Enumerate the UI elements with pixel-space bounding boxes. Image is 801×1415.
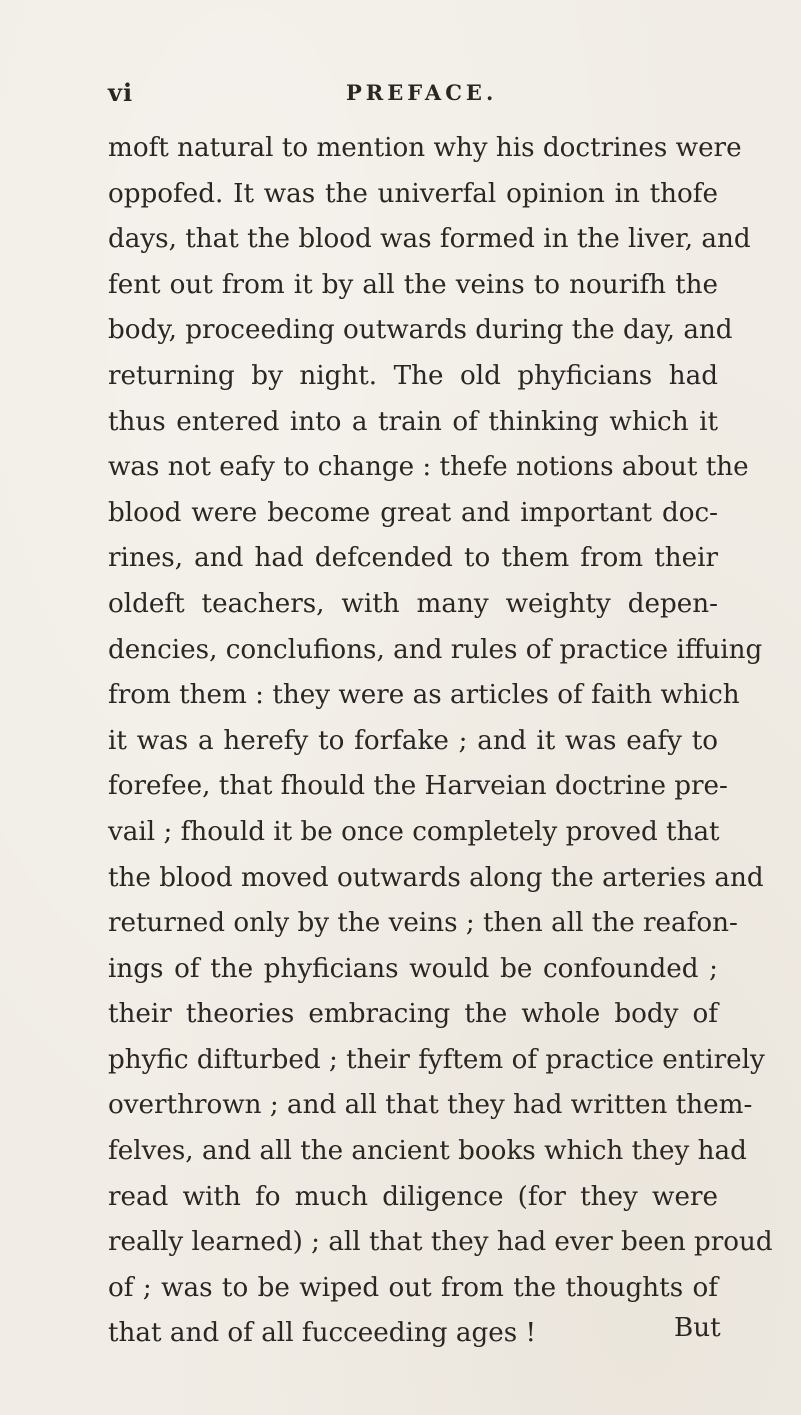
catchword: But: [674, 1313, 721, 1343]
text-line: phyfic difturbed ; their fyftem of practice entirely: [108, 1044, 765, 1075]
text-line: overthrown ; and all that they had written them-: [108, 1090, 753, 1121]
text-line: thus entered into a train of thinking which it: [108, 406, 718, 437]
text-line: vail ; fhould it be once completely proved that: [108, 816, 720, 847]
text-line: of ; was to be wiped out from the thoughts of: [108, 1272, 718, 1303]
text-line: their theories embracing the whole body of: [108, 999, 718, 1030]
text-line: returning by night. The old phyficians had: [108, 360, 718, 391]
text-line: dencies, conclufions, and rules of practice iffuing: [108, 634, 763, 665]
text-line: felves, and all the ancient books which they had: [108, 1136, 747, 1167]
running-head: PREFACE.: [346, 80, 498, 105]
text-line: fent out from it by all the veins to nourifh the: [108, 269, 718, 300]
page-number: vi: [108, 78, 134, 107]
text-line: days, that the blood was formed in the liver, and: [108, 224, 751, 255]
text-line: oppofed. It was the univerfal opinion in thofe: [108, 178, 718, 209]
text-line: read with fo much diligence (for they were: [108, 1181, 718, 1212]
text-line: the blood moved outwards along the arteries and: [108, 862, 764, 893]
text-line: rines, and had defcended to them from their: [108, 543, 718, 574]
page-header: [108, 78, 712, 114]
text-line: body, proceeding outwards during the day, and: [108, 315, 733, 346]
text-line: ings of the phyficians would be confounded ;: [108, 953, 718, 984]
text-line: returned only by the veins ; then all the reafon-: [108, 908, 738, 939]
text-line: forefee, that fhould the Harveian doctrine pre-: [108, 771, 728, 802]
text-line: from them : they were as articles of faith which: [108, 680, 740, 711]
text-line: blood were become great and important doc-: [108, 497, 718, 528]
text-line: that and of all fucceeding ages !: [108, 1318, 537, 1349]
text-line: oldeft teachers, with many weighty depen-: [108, 588, 718, 619]
text-line: really learned) ; all that they had ever been proud: [108, 1227, 773, 1258]
text-line: was not eafy to change : thefe notions about the: [108, 452, 749, 483]
text-line: moft natural to mention why his doctrines were: [108, 133, 742, 163]
body-text: [108, 126, 773, 1357]
text-line: it was a herefy to forfake ; and it was eafy to: [108, 725, 718, 756]
